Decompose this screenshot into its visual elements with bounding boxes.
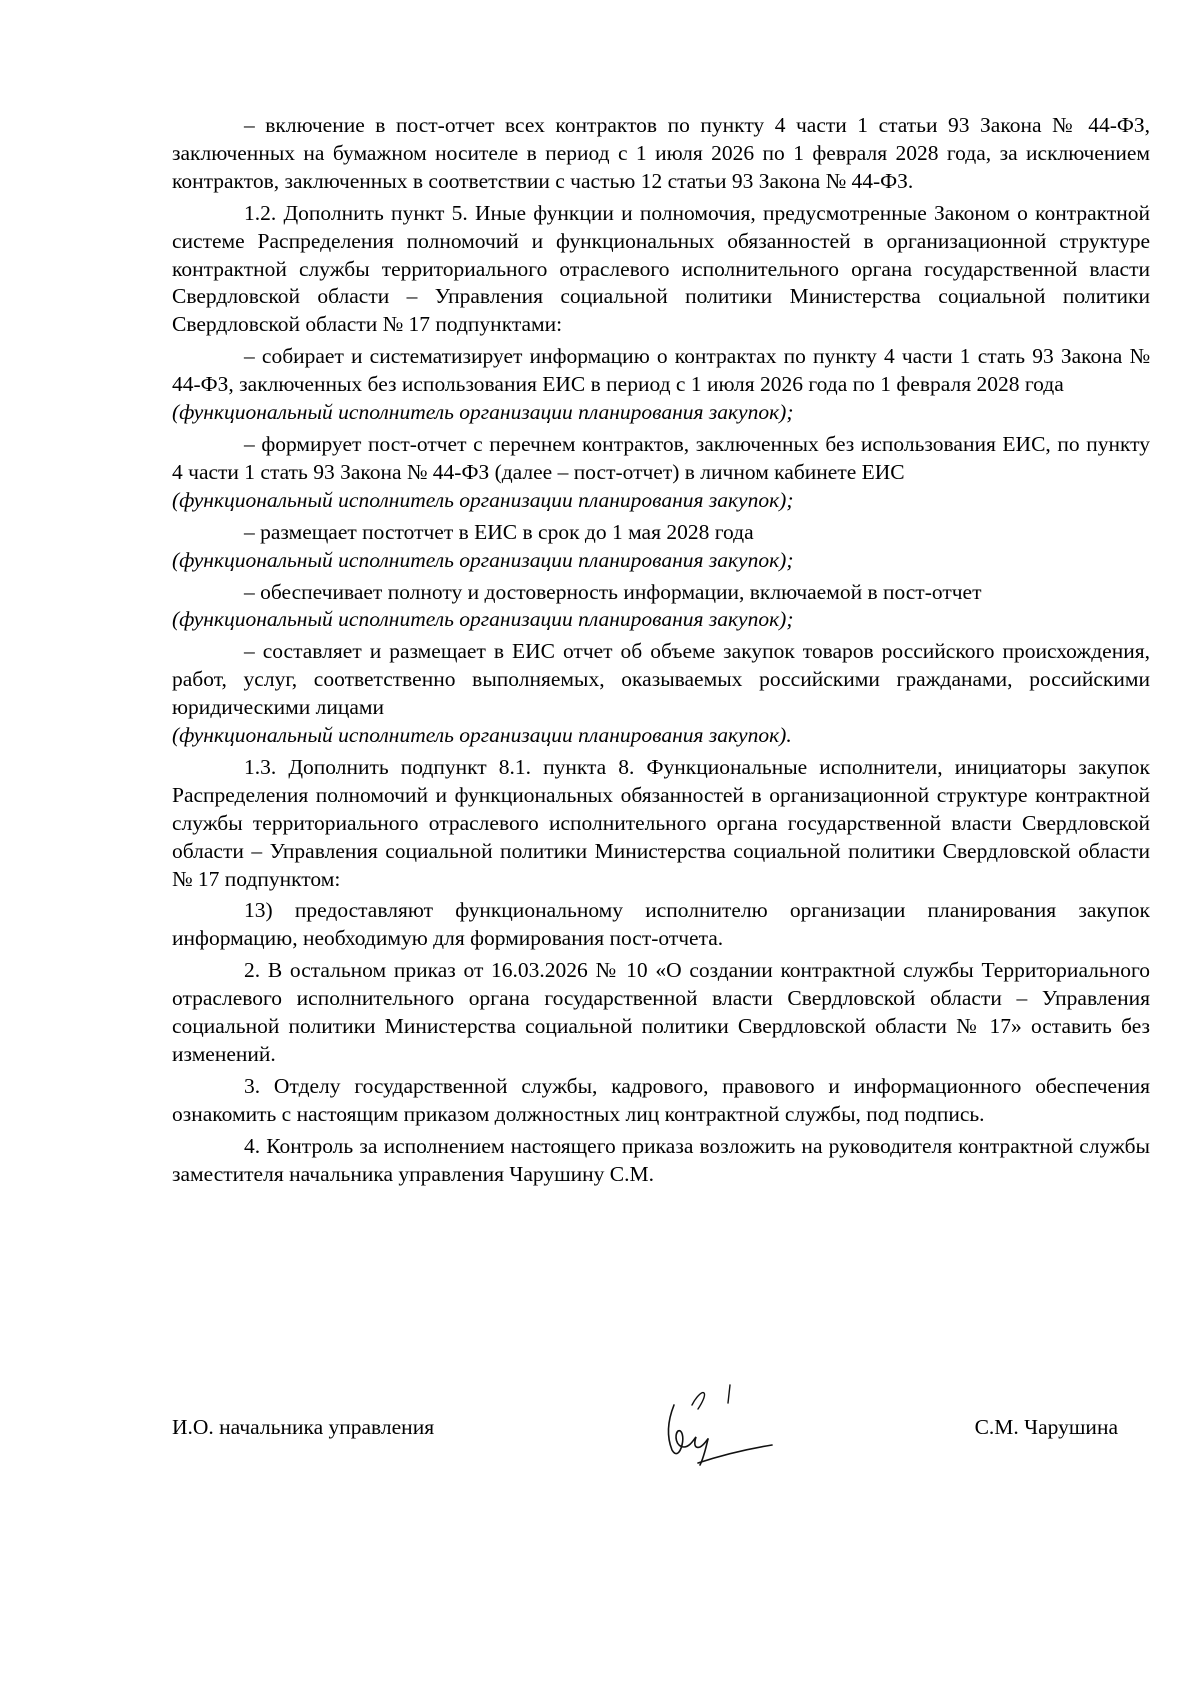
paragraph-1-2: 1.2. Дополнить пункт 5. Иные функции и полномочия, предусмотренные Законом о контрактной системе Распределения полномочий и функциональных обязанностей в организационной структуре контрактной службы территориального отраслевого исполнительного органа государственной власти Свердловской области – Управления социальной политики Министерства социальной политики Свердловской области № 17 подпунктами: [172,200,1150,337]
paragraph-note: (функциональный исполнитель организации планирования закупок); [172,607,794,632]
paragraph-note: (функциональный исполнитель организации планирования закупок). [172,723,792,748]
paragraph-ensures-completeness: – обеспечивает полноту и достоверность информации, включаемой в пост-отчет [244,579,982,604]
signatory-name: С.М. Чарушина [974,1415,1118,1439]
paragraph-collects-info: – собирает и систематизирует информацию о контрактах по пункту 4 части 1 стать 93 Закона № 44-ФЗ, заключенных без использования ЕИС в период с 1 июля 2026 года по 1 февраля 2028 года [172,344,1150,397]
paragraph-forms-report: – формирует пост-отчет с перечнем контрактов, заключенных без использования ЕИС, по пункту 4 части 1 стать 93 Закона № 44-ФЗ (далее – пост-отчет) в личном кабинете ЕИС [172,431,1150,484]
paragraph-contracts-inclusion: – включение в пост-отчет всех контрактов по пункту 4 части 1 статьи 93 Закона № 44-ФЗ, заключенных на бумажном носителе в период с 1 июля 2026 по 1 февраля 2028 года, за исключением контрактов, заключенных в соответствии с частью 12 статьи 93 Закона № 44-ФЗ. [172,113,1150,193]
handwritten-signature [632,1365,782,1475]
paragraph-note: (функциональный исполнитель организации планирования закупок); [172,400,794,425]
paragraph-2: 2. В остальном приказ от 16.03.2026 № 10 «О создании контрактной службы Территориального отраслевого исполнительного органа государственной власти Свердловской области – Управления социальной политики Министерства социальной политики Свердловской области № 17» оставить без изменений. [172,958,1150,1066]
paragraph-1-3: 1.3. Дополнить подпункт 8.1. пункта 8. Функциональные исполнители, инициаторы закупок Распределения полномочий и функциональных обязанностей в организационной структуре контрактной службы территориального отраслевого исполнительного органа государственной власти Свердловской области – Управления социальной политики Министерства социальной политики Свердловской области № 17 подпунктом: [172,754,1150,891]
signature-block [172,1395,1150,1475]
document-body [172,112,1150,1189]
paragraph-3: 3. Отделу государственной службы, кадрового, правового и информационного обеспечения ознакомить с настоящим приказом должностных лиц контрактной службы, под подпись. [172,1073,1150,1126]
paragraph-compiles-report: – составляет и размещает в ЕИС отчет об объеме закупок товаров российского происхождения, работ, услуг, соответственно выполняемых, оказываемых российскими гражданами, российскими юридическими лицами [172,639,1150,720]
paragraph-subitem-13: 13) предоставляют функциональному исполнителю организации планирования закупок информацию, необходимую для формирования пост-отчета. [172,898,1150,951]
paragraph-publishes-report: – размещает постотчет в ЕИС в срок до 1 мая 2028 года [244,519,754,544]
paragraph-note: (функциональный исполнитель организации планирования закупок); [172,547,794,572]
paragraph-4: 4. Контроль за исполнением настоящего приказа возложить на руководителя контрактной службы заместителя начальника управления Чарушину С.М. [172,1133,1150,1186]
paragraph-note: (функциональный исполнитель организации планирования закупок); [172,487,794,512]
signatory-position: И.О. начальника управления [172,1415,435,1439]
